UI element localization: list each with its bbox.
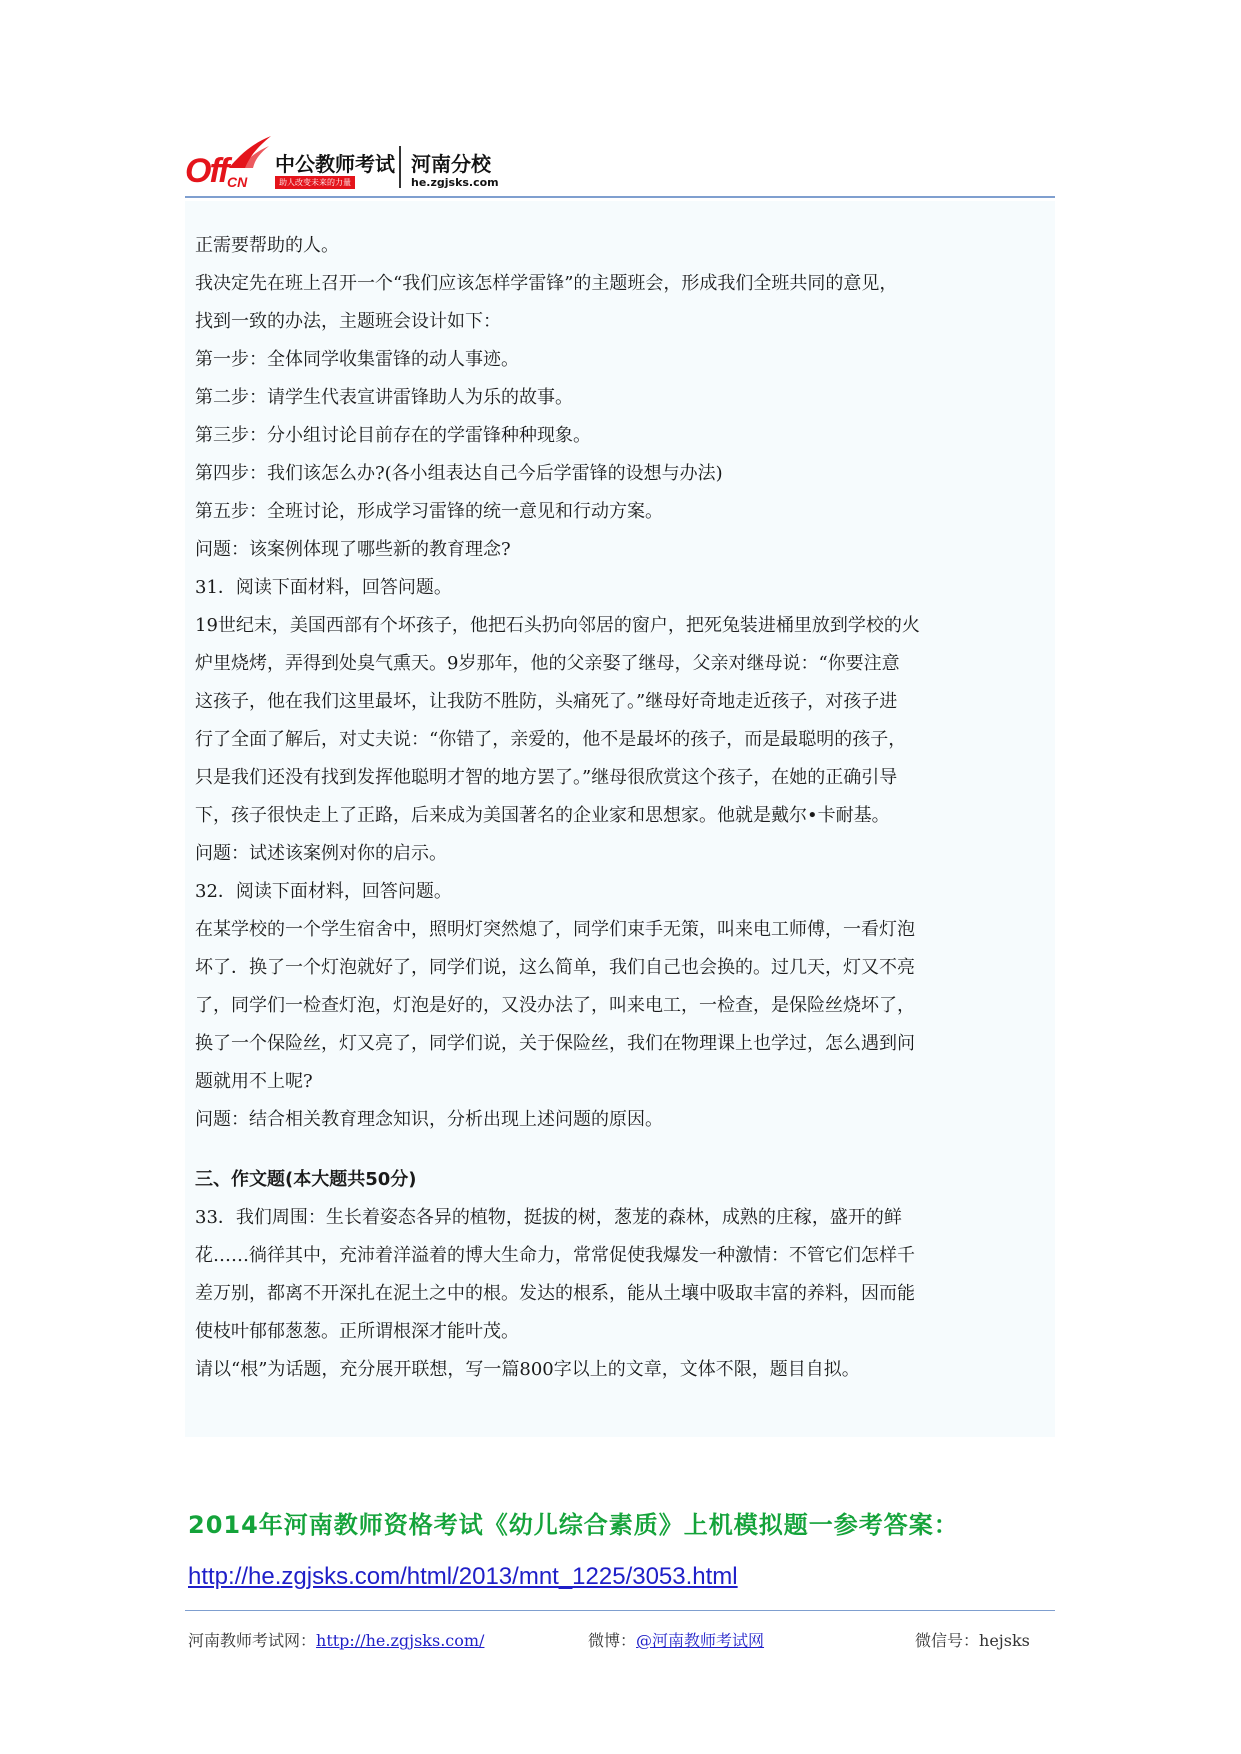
document-body <box>185 201 1055 1437</box>
text-line: 找到一致的办法，主题班会设计如下： <box>195 311 501 332</box>
footer-wechat <box>915 1628 1030 1651</box>
text-line: 第三步：分小组讨论目前存在的学雷锋种种现象。 <box>195 425 591 446</box>
text-line: 差万别，都离不开深扎在泥土之中的根。发达的根系，能从土壤中吸取丰富的养料，因而能 <box>195 1283 915 1304</box>
text-line: 下，孩子很快走上了正路，后来成为美国著名的企业家和思想家。他就是戴尔•卡耐基。 <box>195 805 890 826</box>
footer-weibo-link[interactable]: @河南教师考试网 <box>636 1631 765 1650</box>
text-line: 题就用不上呢? <box>195 1071 313 1092</box>
text-line: 行了全面了解后，对丈夫说：“你错了，亲爱的，他不是最坏的孩子，而是最聪明的孩子， <box>195 729 907 750</box>
text-line: 我决定先在班上召开一个“我们应该怎样学雷锋”的主题班会，形成我们全班共同的意见， <box>195 273 898 294</box>
footer-site-label: 河南教师考试网： <box>188 1631 317 1650</box>
answer-link[interactable]: http://he.zgjsks.com/html/2013/mnt_1225/3053.html <box>188 1563 738 1590</box>
text-line: 正需要帮助的人。 <box>195 235 339 256</box>
logo-cn: CN <box>227 174 248 190</box>
text-line: 这孩子，他在我们这里最坏，让我防不胜防，头痛死了。”继母好奇地走近孩子，对孩子进 <box>195 691 898 712</box>
branch-name: 河南分校 <box>411 152 491 176</box>
footer-site <box>188 1628 484 1651</box>
answer-title: 2014年河南教师资格考试《幼儿综合素质》上机模拟题一参考答案： <box>188 1511 959 1539</box>
flame-logo-icon <box>225 134 275 170</box>
text-line: 花……徜徉其中，充沛着洋溢着的博大生命力，常常促使我爆发一种激情：不管它们怎样千 <box>195 1245 915 1266</box>
footer-site-link[interactable]: http://he.zgjsks.com/ <box>316 1631 485 1650</box>
text-line: 问题：试述该案例对你的启示。 <box>195 843 447 864</box>
text-line: 第五步：全班讨论，形成学习雷锋的统一意见和行动方案。 <box>195 501 663 522</box>
text-line: 19世纪末，美国西部有个坏孩子，他把石头扔向邻居的窗户，把死兔装进桶里放到学校的火 <box>195 615 920 636</box>
text-line: 32．阅读下面材料，回答问题。 <box>195 881 452 902</box>
text-line: 在某学校的一个学生宿舍中，照明灯突然熄了，同学们束手无策，叫来电工师傅，一看灯泡 <box>195 919 915 940</box>
branch-url: he.zgjsks.com <box>411 176 499 189</box>
question-text <box>195 227 1045 1139</box>
text-line: 换了一个保险丝，灯又亮了，同学们说，关于保险丝，我们在物理课上也学过，怎么遇到问 <box>195 1033 915 1054</box>
header-divider <box>399 146 401 188</box>
text-line: 第四步：我们该怎么办?(各小组表达自己今后学雷锋的设想与办法) <box>195 463 723 484</box>
footer-wechat-id: hejsks <box>979 1631 1030 1650</box>
footer-wechat-label: 微信号： <box>915 1631 980 1650</box>
essay-question <box>195 1199 1045 1389</box>
brand-slogan: 助人改变未来的力量 <box>275 176 355 189</box>
text-line: 问题：该案例体现了哪些新的教育理念? <box>195 539 511 560</box>
text-line: 33．我们周围：生长着姿态各异的植物，挺拔的树，葱茏的森林，成熟的庄稼，盛开的鲜 <box>195 1207 902 1228</box>
text-line: 第一步：全体同学收集雷锋的动人事迹。 <box>195 349 519 370</box>
brand-name: 中公教师考试 <box>275 152 395 176</box>
logo-mark: Off <box>185 152 228 190</box>
text-line: 问题：结合相关教育理念知识，分析出现上述问题的原因。 <box>195 1109 663 1130</box>
footer-rule <box>185 1610 1055 1611</box>
text-line: 了，同学们一检查灯泡，灯泡是好的，又没办法了，叫来电工，一检查，是保险丝烧坏了， <box>195 995 915 1016</box>
header-rule <box>185 196 1055 198</box>
text-line: 31．阅读下面材料，回答问题。 <box>195 577 452 598</box>
text-line: 只是我们还没有找到发挥他聪明才智的地方罢了。”继母很欣赏这个孩子，在她的正确引导 <box>195 767 898 788</box>
text-line: 第二步：请学生代表宣讲雷锋助人为乐的故事。 <box>195 387 573 408</box>
text-line: 炉里烧烤，弄得到处臭气熏天。9岁那年，他的父亲娶了继母，父亲对继母说：“你要注意 <box>195 653 900 674</box>
page-header <box>185 128 1055 196</box>
text-line: 使枝叶郁郁葱葱。正所谓根深才能叶茂。 <box>195 1321 519 1342</box>
section-title: 三、作文题(本大题共50分) <box>195 1169 417 1190</box>
footer-weibo <box>588 1628 764 1651</box>
text-line: 坏了．换了一个灯泡就好了，同学们说，这么简单，我们自己也会换的。过几天，灯又不亮 <box>195 957 915 978</box>
text-line: 请以“根”为话题，充分展开联想，写一篇800字以上的文章，文体不限，题目自拟。 <box>195 1359 860 1380</box>
footer-weibo-label: 微博： <box>588 1631 637 1650</box>
